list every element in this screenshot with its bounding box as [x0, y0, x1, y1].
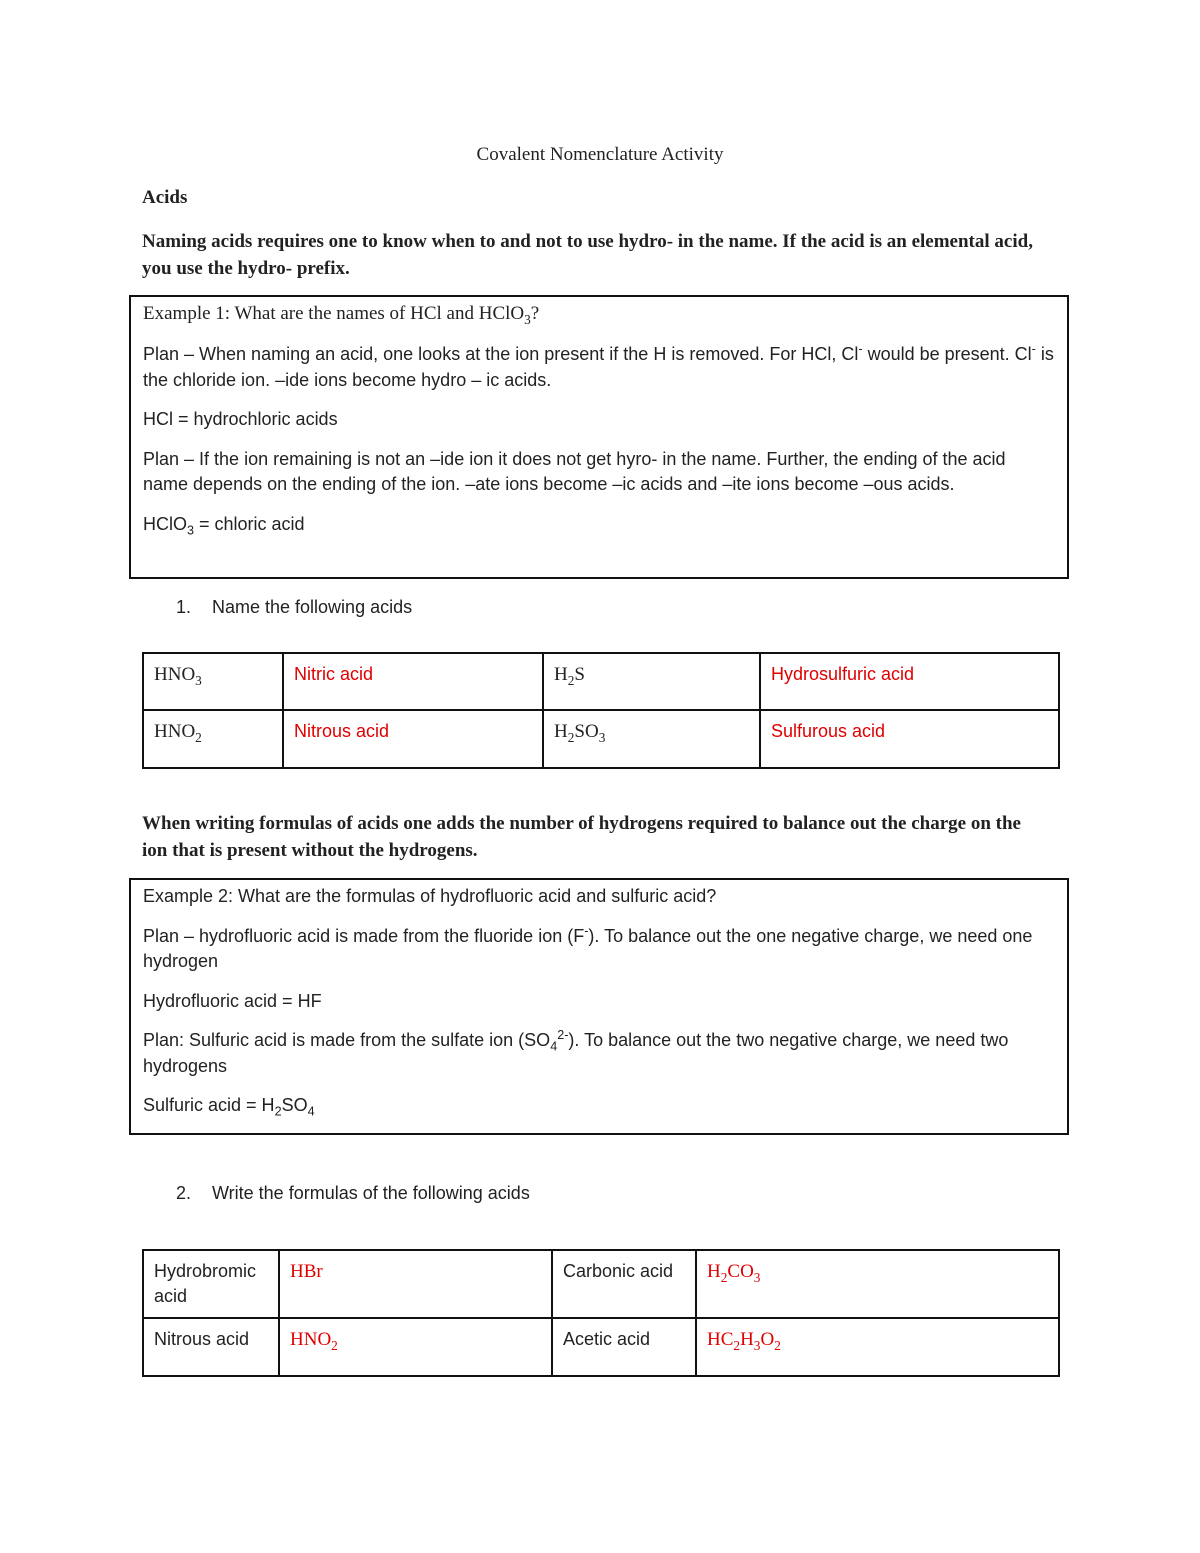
example-1-plan-2: Plan – If the ion remaining is not an –ide ion it does not get hyro- in the name. Further, the ending of the acid name depends on the ending of the ion. –ate ions become –ic acids and –ite ions become –ous acids.	[143, 448, 1006, 495]
question-1-text: Name the following acids	[212, 597, 413, 617]
answer-cell[interactable]: Sulfurous acid	[760, 710, 1059, 768]
example-1-plan-1: Plan – When naming an acid, one looks at the ion present if the H is removed. For HCl, Cl- would be present. Cl- is the chloride ion. –ide ions become hydro – ic acids.	[143, 341, 1054, 390]
name-acids-table	[142, 652, 1060, 769]
answer-cell[interactable]: Nitric acid	[283, 653, 543, 710]
question-2	[176, 1181, 530, 1206]
example-2-box	[129, 878, 1069, 1135]
example-1-result-1: HCl = hydrochloric acids	[143, 409, 338, 430]
write-formulas-table	[142, 1249, 1060, 1377]
question-1	[176, 595, 412, 620]
section-heading-acids: Acids	[142, 187, 188, 208]
formula-cell: $H_2SO_3$	[543, 710, 760, 768]
example-2-result-1: Hydrofluoric acid = HF	[143, 990, 322, 1011]
answer-cell[interactable]: HBr	[279, 1250, 552, 1318]
acid-name-cell: Nitrous acid	[143, 1318, 279, 1376]
answer-cell[interactable]: $H_2CO_3$	[696, 1250, 1059, 1318]
answer-cell[interactable]: $HC_2H_3O_2$	[696, 1318, 1059, 1376]
table-row	[143, 710, 1059, 768]
example-2-plan-2: Plan: Sulfuric acid is made from the sulfate ion $(SO_4^{2-})$. To balance out the two negative charge, we need two hydrogens	[143, 1028, 1009, 1076]
page-title: Covalent Nomenclature Activity	[476, 144, 724, 165]
formulas-intro: When writing formulas of acids one adds the number of hydrogens required to balance out the charge on the ion that is present without the hydrogens.	[142, 813, 1021, 861]
answer-cell[interactable]: Nitrous acid	[283, 710, 543, 768]
formula-cell: $H_2S$	[543, 653, 760, 710]
example-2-question: Example 2: What are the formulas of hydrofluoric acid and sulfuric acid?	[143, 886, 717, 906]
question-1-number: 1.	[176, 597, 192, 617]
example-1-result-2: HClO$_3$ = chloric acid	[143, 513, 305, 538]
example-2-result-2: Sulfuric acid = $H_2SO_4$	[143, 1095, 315, 1119]
acid-name-cell: Carbonic acid	[552, 1250, 696, 1318]
acid-name-cell: Hydrobromic acid	[143, 1250, 279, 1318]
table-row	[143, 1318, 1059, 1376]
question-2-text: Write the formulas of the following acids	[212, 1183, 530, 1203]
naming-intro: Naming acids requires one to know when to and not to use hydro- in the name. If the acid is an elemental acid, you use the hydro- prefix.	[142, 231, 1033, 279]
table-row	[143, 1250, 1059, 1318]
answer-cell[interactable]: Hydrosulfuric acid	[760, 653, 1059, 710]
acid-name-cell: Acetic acid	[552, 1318, 696, 1376]
example-2-plan-1: Plan – hydrofluoric acid is made from the fluoride ion (F-). To balance out the one negative charge, we need one hydrogen	[143, 923, 1033, 972]
example-1-question: Example 1: What are the names of HCl and HClO$_3$?	[143, 303, 540, 327]
answer-cell[interactable]: $HNO_2$	[279, 1318, 552, 1376]
formula-cell: $HNO_3$	[143, 653, 283, 710]
question-2-number: 2.	[176, 1183, 192, 1203]
formula-cell: $HNO_2$	[143, 710, 283, 768]
table-row	[143, 653, 1059, 710]
example-1-box	[129, 295, 1069, 579]
